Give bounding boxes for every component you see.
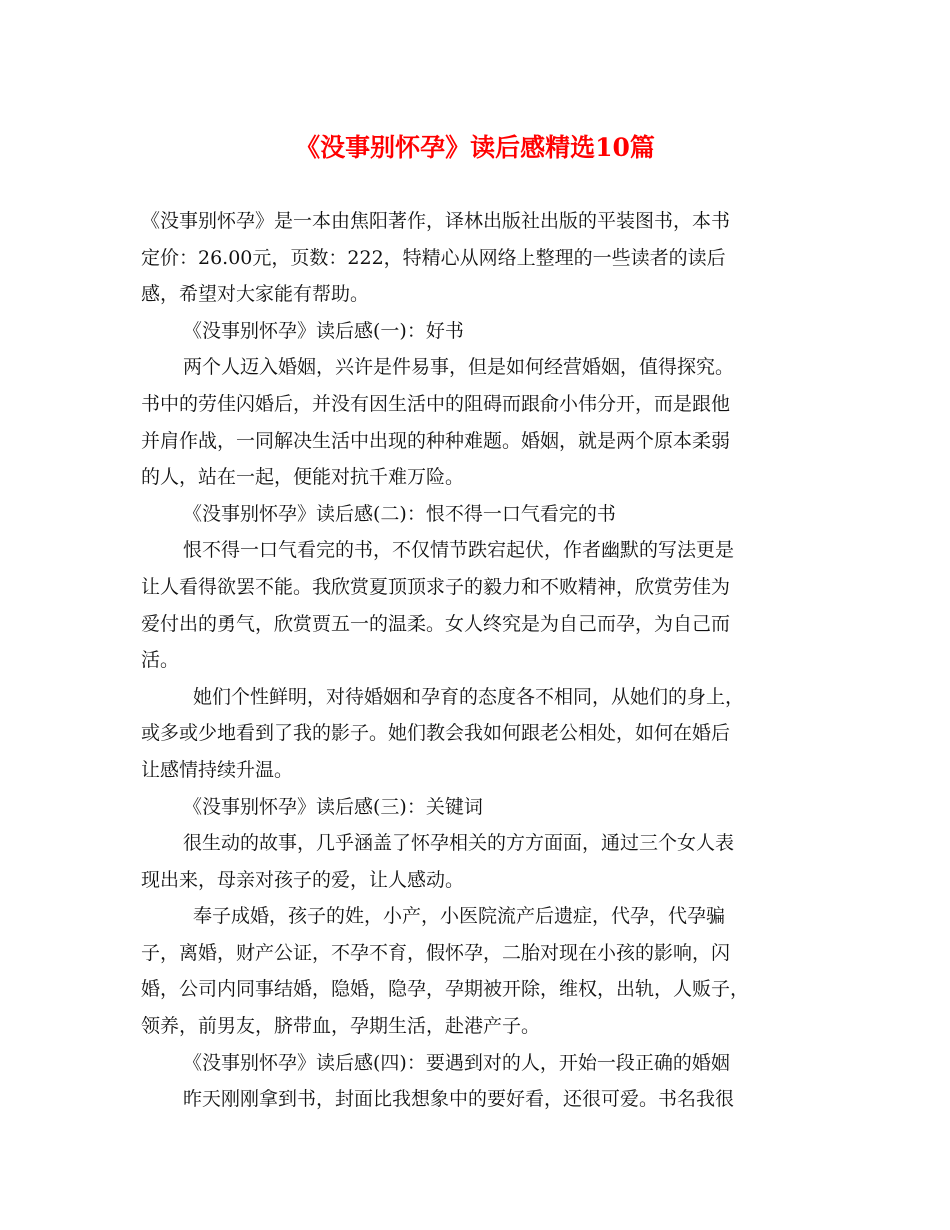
text-line: 两个人迈入婚姻，兴许是件易事，但是如何经营婚姻，值得探究。: [183, 356, 735, 379]
document-body: [141, 203, 816, 1118]
text-line: 并肩作战，一同解决生活中出现的种种难题。婚姻，就是两个原本柔弱: [141, 429, 731, 452]
text-line: 爱付出的勇气，欣赏贾五一的温柔。女人终究是为自己而孕，为自己而: [141, 612, 731, 635]
text-line: 领养，前男友，脐带血，孕期生活，赴港产子。: [141, 1015, 541, 1038]
section-heading-4: 《没事别怀孕》读后感(四)：要遇到对的人，开始一段正确的婚姻: [183, 1051, 730, 1074]
text-line: 活。: [141, 649, 180, 672]
text-line: 昨天刚刚拿到书，封面比我想象中的要好看，还很可爱。书名我很: [183, 1088, 735, 1111]
text-line: 让感情持续升温。: [141, 758, 294, 781]
text-line: 很生动的故事，几乎涵盖了怀孕相关的方方面面，通过三个女人表: [183, 832, 735, 855]
section-heading-1: 《没事别怀孕》读后感(一)：好书: [183, 319, 464, 342]
text-line: 感，希望对大家能有帮助。: [141, 283, 370, 306]
text-line: 子，离婚，财产公证，不孕不育，假怀孕，二胎对现在小孩的影响，闪: [141, 941, 731, 964]
section-heading-2: 《没事别怀孕》读后感(二)：恨不得一口气看完的书: [183, 502, 616, 525]
text-line: 的人，站在一起，便能对抗千难万险。: [141, 466, 465, 489]
text-line: 现出来，母亲对孩子的爱，让人感动。: [141, 868, 465, 891]
text-line: 定价：26.00元，页数：222，特精心从网络上整理的一些读者的读后: [141, 246, 726, 269]
text-line: 恨不得一口气看完的书，不仅情节跌宕起伏，作者幽默的写法更是: [183, 539, 735, 562]
text-line: 《没事别怀孕》是一本由焦阳著作，译林出版社出版的平装图书，本书: [141, 210, 731, 232]
text-line: 奉子成婚，孩子的姓，小产，小医院流产后遗症，代孕，代孕骗: [193, 905, 726, 928]
text-line: 她们个性鲜明，对待婚姻和孕育的态度各不相同，从她们的身上，: [193, 685, 745, 708]
document-title: 《没事别怀孕》读后感精选10篇: [295, 133, 655, 162]
text-line: 婚，公司内同事结婚，隐婚，隐孕，孕期被开除，维权，出轨，人贩子，: [141, 978, 750, 1001]
text-line: 让人看得欲罢不能。我欣赏夏顶顶求子的毅力和不败精神，欣赏劳佳为: [141, 575, 731, 598]
section-heading-3: 《没事别怀孕》读后感(三)：关键词: [183, 795, 483, 818]
text-line: 或多或少地看到了我的影子。她们教会我如何跟老公相处，如何在婚后: [141, 722, 731, 745]
text-line: 书中的劳佳闪婚后，并没有因生活中的阻碍而跟俞小伟分开，而是跟他: [141, 392, 731, 415]
